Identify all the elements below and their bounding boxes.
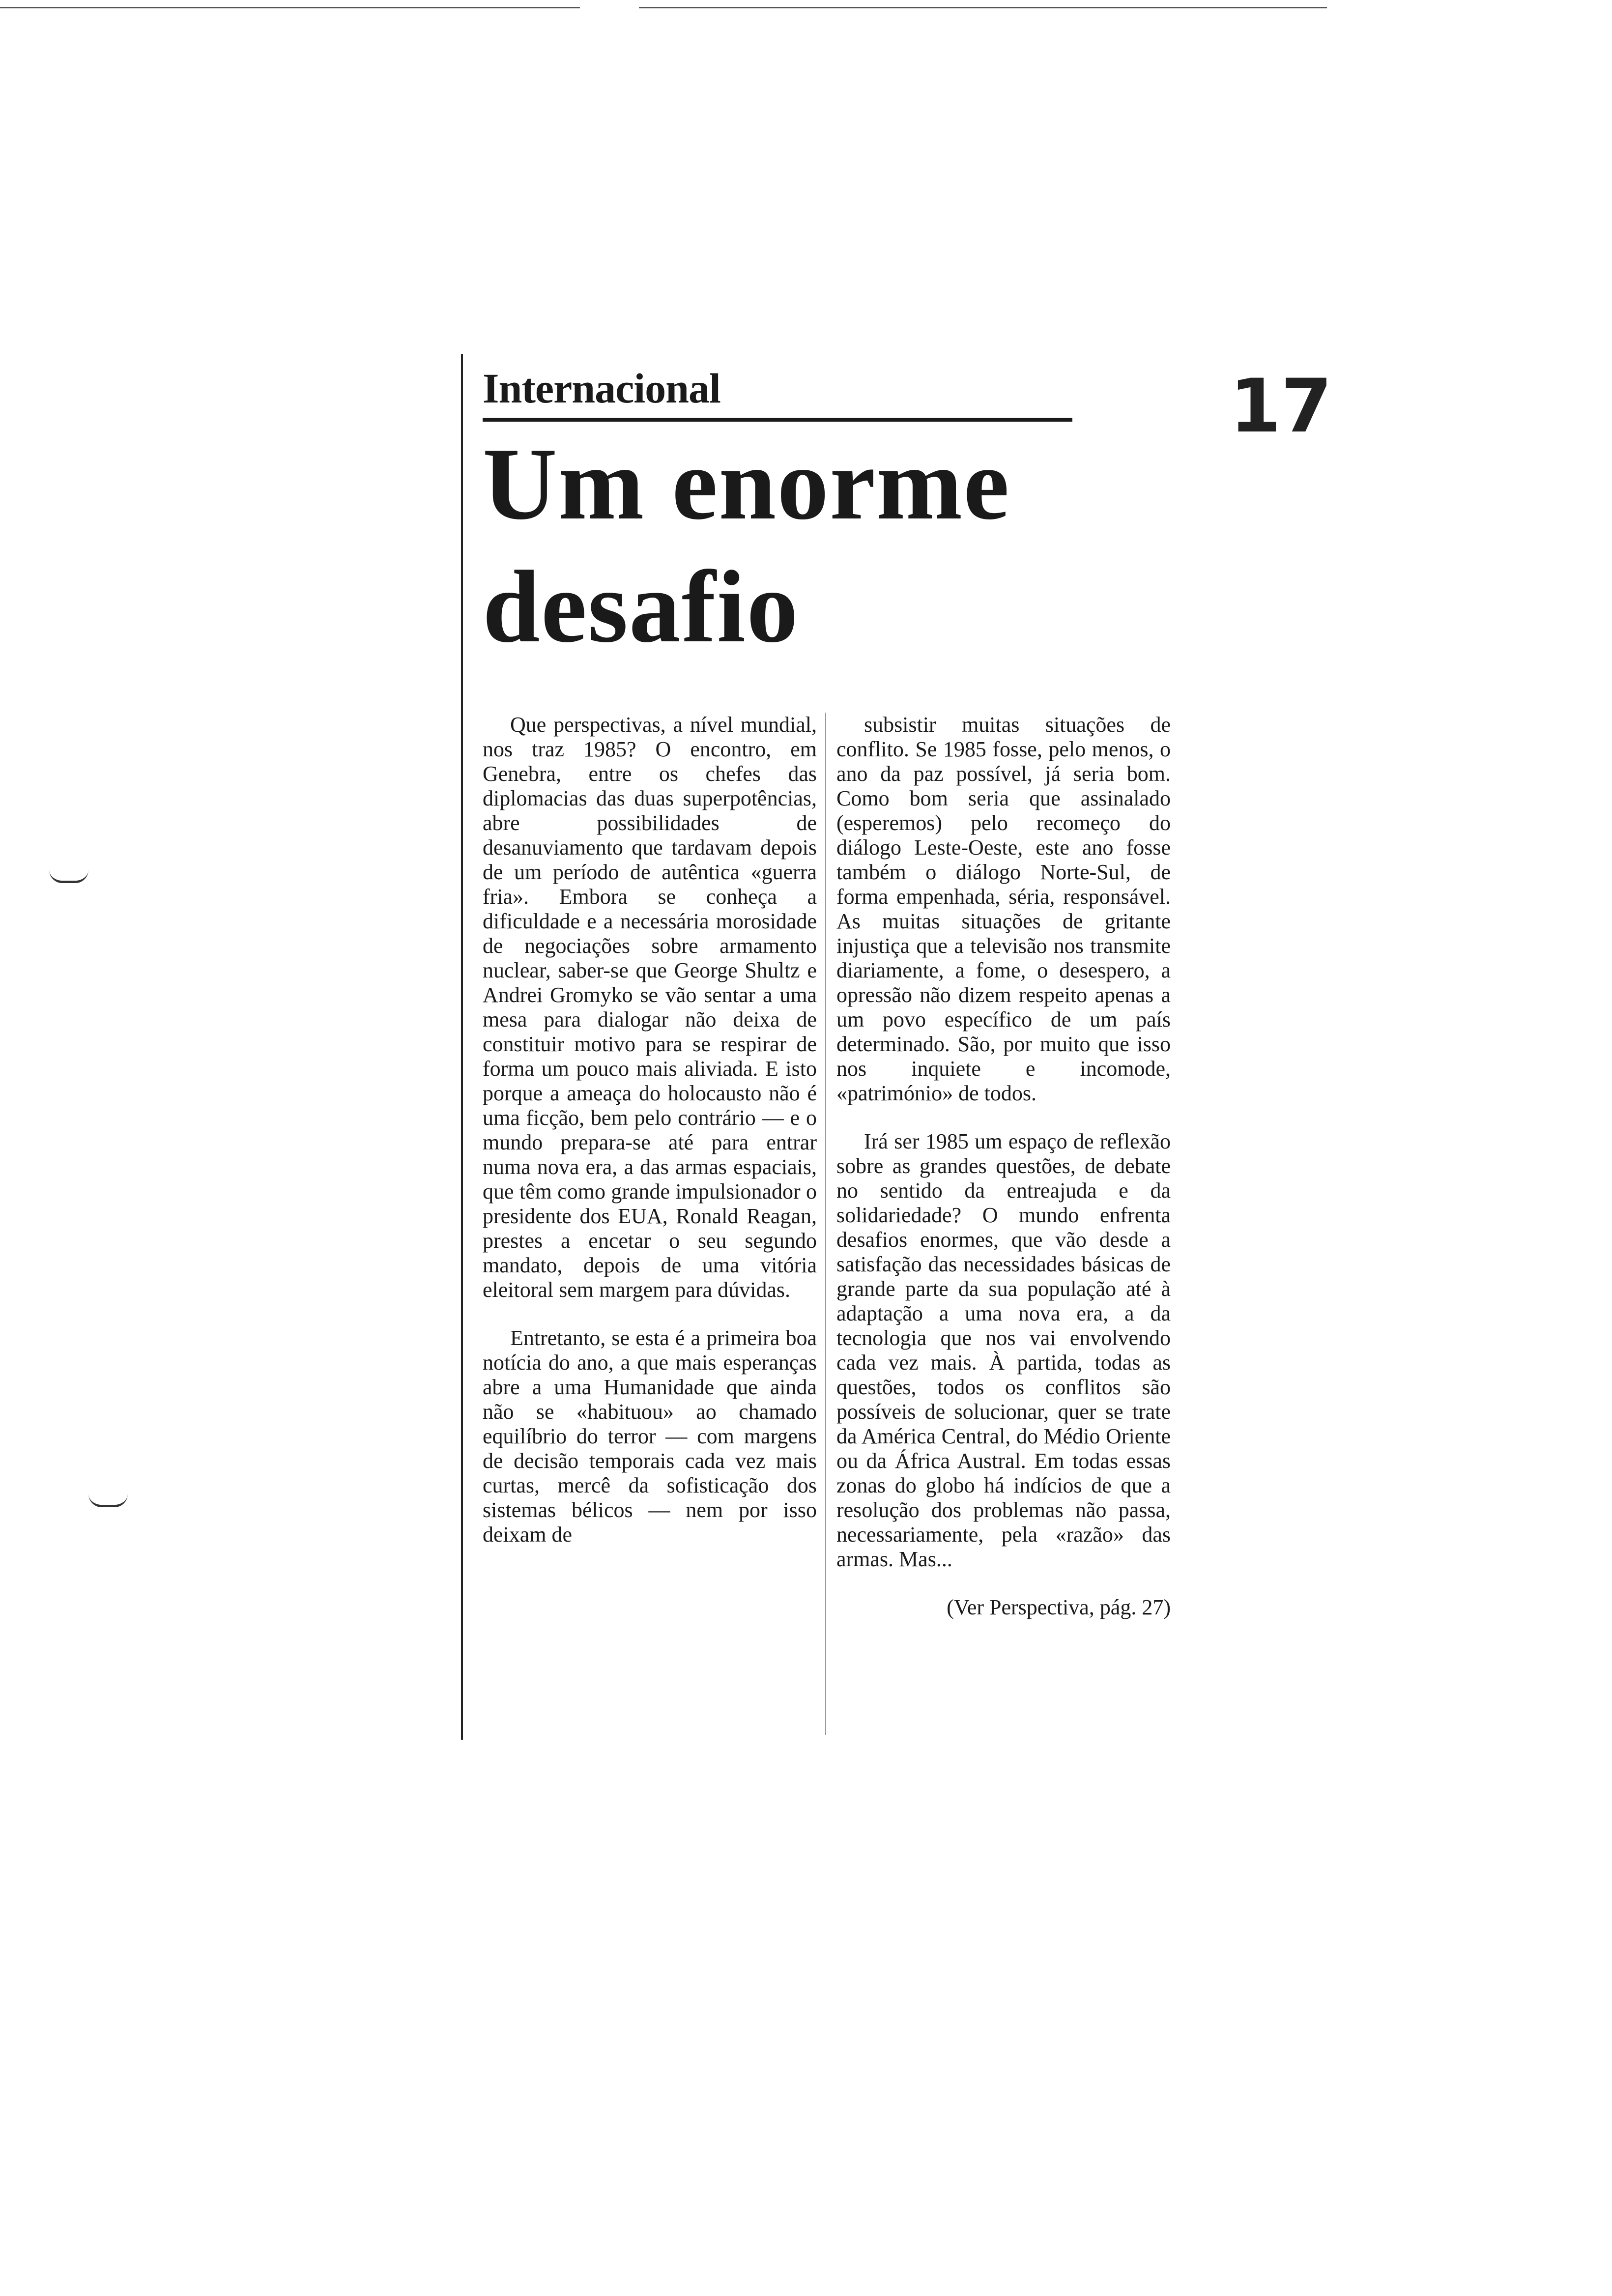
- article-paragraph: Entretanto, se esta é a primeira boa notícia do ano, a que mais esperanças abre a uma Humanidade que ainda não se «habituou» ao chamado equilíbrio do terror — com margens de decisão temporais cada vez mais curtas, mercê da sofisticação dos sistemas bélicos — nem por isso deixam de: [483, 1326, 817, 1547]
- section-label: Internacional: [483, 365, 720, 412]
- scan-edge-line: [0, 7, 580, 8]
- article-paragraph: Irá ser 1985 um espaço de reflexão sobre as grandes questões, de debate no sentido da entreajuda e da solidariedade? O mundo enfrenta desafios enormes, que vão desde a satisfação das necessidades básicas de grande parte da sua população até à adaptação a uma nova era, a da tecnologia que nos vai envolvendo cada vez mais. À partida, todas as questões, todos os conflitos são possíveis de solucionar, quer se trate da América Central, do Médio Oriente ou da África Austral. Em todas essas zonas do globo há indícios de que a resolução dos problemas não passa, necessariamente, pela «razão» das armas. Mas...: [836, 1129, 1171, 1571]
- article-paragraph: Que perspectivas, a nível mundial, nos traz 1985? O encontro, em Genebra, entre os chefes das diplomacias das duas superpotências, abre possibilidades de desanuviamento que tardavam depois de um período de autêntica «guerra fria». Embora se conheça a dificuldade e a necessária morosidade de negociações sobre armamento nuclear, saber-se que George Shultz e Andrei Gromyko se vão sentar a uma mesa para dialogar não deixa de constituir motivo para se respirar de forma um pouco mais aliviada. E isto porque a ameaça do holocausto não é uma ficção, bem pelo contrário — e o mundo prepara-se até para entrar numa nova era, a das armas espaciais, que têm como grande impulsionador o presidente dos EUA, Ronald Reagan, prestes a encetar o seu segundo mandato, depois de uma vitória eleitoral sem margem para dúvidas.: [483, 713, 817, 1302]
- column-divider: [825, 713, 826, 1735]
- article-column-left: [483, 713, 817, 1571]
- section-rule: [483, 418, 1072, 422]
- article-paragraph: subsistir muitas situações de conflito. Se 1985 fosse, pelo menos, o ano da paz possível, já seria bom. Como bom seria que assinalado (esperemos) pelo recomeço do diálogo Leste-Oeste, este ano fosse também o diálogo Norte-Sul, de forma empenhada, séria, responsável. As muitas situações de gritante injustiça que a televisão nos transmite diariamente, a fome, o desespero, a opressão não dizem respeito apenas a um povo específico de um país determinado. São, por muito que isso nos inquiete e incomode, «património» de todos.: [836, 713, 1171, 1105]
- handwritten-page-number: 17: [1230, 364, 1332, 449]
- margin-hole-mark: [49, 870, 88, 883]
- scan-edge-line: [639, 7, 1327, 8]
- continuation-note: (Ver Perspectiva, pág. 27): [947, 1595, 1171, 1619]
- article-column-right: [836, 713, 1171, 1643]
- headline: Um enorme desafio: [483, 427, 1010, 664]
- newspaper-clipping: [461, 354, 1332, 1740]
- margin-hole-mark: [88, 1494, 128, 1507]
